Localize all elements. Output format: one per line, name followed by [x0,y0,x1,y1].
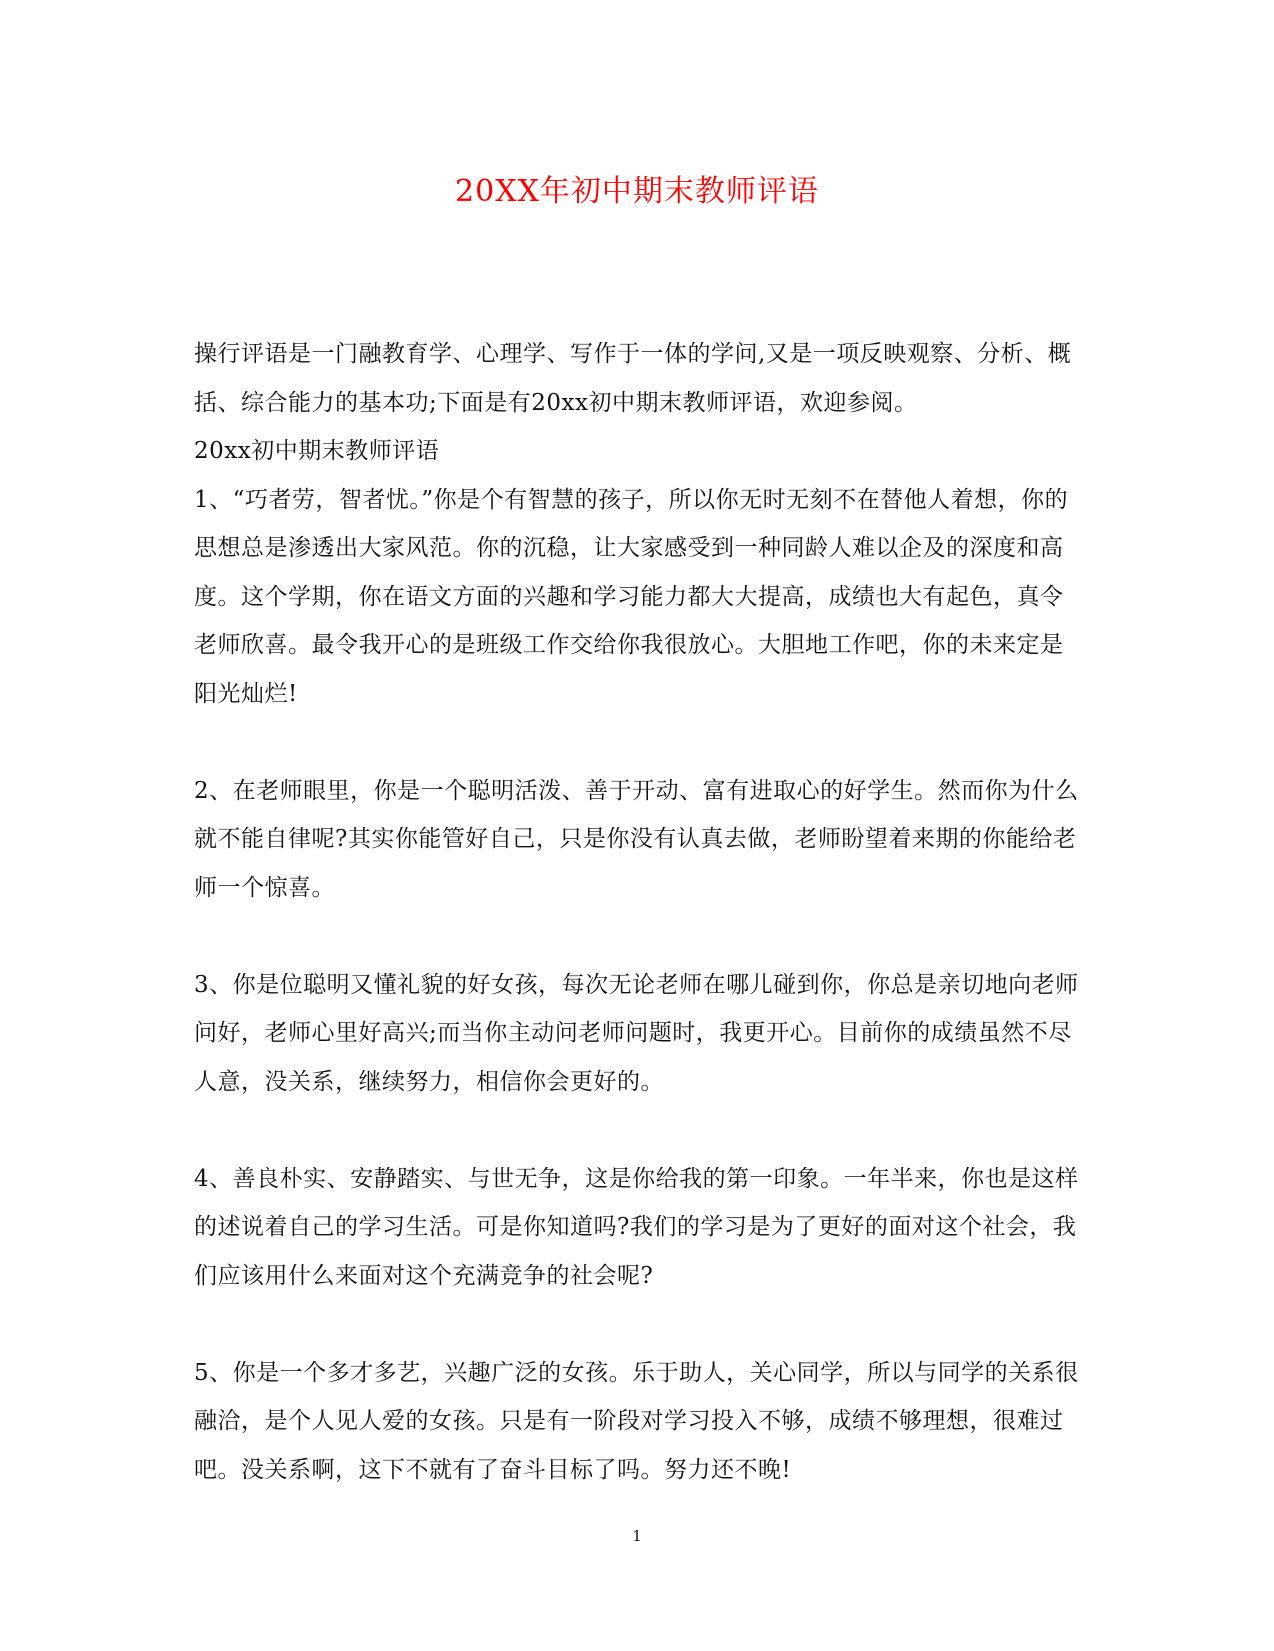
document-body [194,330,1084,1494]
page-title: 20XX年初中期末教师评语 [455,174,819,209]
comment-item-1: 1、“巧者劳，智者忧。”你是个有智慧的孩子，所以你无时无刻不在替他人着想，你的思想总是渗透出大家风范。你的沉稳，让大家感受到一种同龄人难以企及的深度和高度。这个学期，你在语文方面的兴趣和学习能力都大大提高，成绩也大有起色，真令老师欣喜。最令我开心的是班级工作交给你我很放心。大胆地工作吧，你的未来定是阳光灿烂! [194,486,1069,707]
comment-item-5: 5、你是一个多才多艺，兴趣广泛的女孩。乐于助人，关心同学，所以与同学的关系很融洽，是个人见人爱的女孩。只是有一阶段对学习投入不够，成绩不够理想，很难过吧。没关系啊，这下不就有了奋斗目标了吗。努力还不晚! [194,1359,1079,1483]
paragraph-spacer [194,1106,1084,1155]
comment-item-3: 3、你是位聪明又懂礼貌的好女孩，每次无论老师在哪儿碰到你，你总是亲切地向老师问好，老师心里好高兴;而当你主动问老师问题时，我更开心。目前你的成绩虽然不尽人意，没关系，继续努力，相信你会更好的。 [194,971,1079,1095]
subheading: 20xx初中期末教师评语 [194,438,440,464]
page-number: 1 [632,1527,642,1545]
comment-item-2: 2、在老师眼里，你是一个聪明活泼、善于开动、富有进取心的好学生。然而你为什么就不能自律呢?其实你能管好自己，只是你没有认真去做，老师盼望着来期的你能给老师一个惊喜。 [194,777,1079,901]
paragraph-spacer [194,1300,1084,1349]
paragraph-spacer [194,912,1084,961]
paragraph-spacer [194,718,1084,767]
intro-paragraph: 操行评语是一门融教育学、心理学、写作于一体的学问,又是一项反映观察、分析、概括、综合能力的基本功;下面是有20xx初中期末教师评语，欢迎参阅。 [194,341,1072,416]
comment-item-4: 4、善良朴实、安静踏实、与世无争，这是你给我的第一印象。一年半来，你也是这样的述说着自己的学习生活。可是你知道吗?我们的学习是为了更好的面对这个社会，我们应该用什么来面对这个充满竞争的社会呢? [194,1165,1079,1289]
